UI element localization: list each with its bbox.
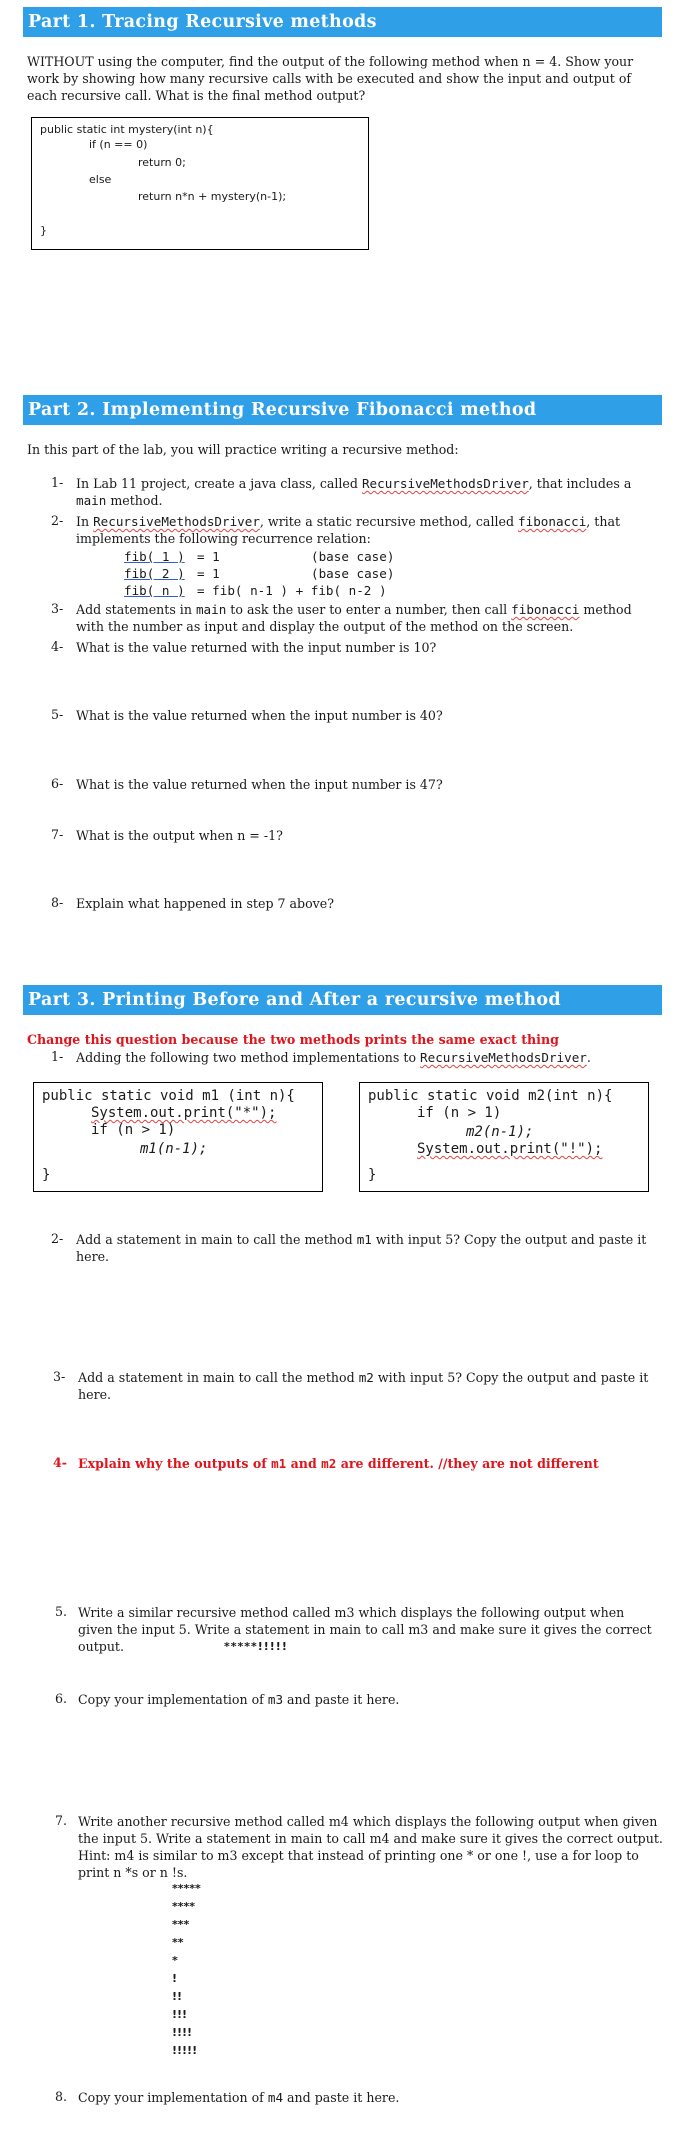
p2-item3-fibonacci: fibonacci bbox=[511, 602, 580, 617]
p3-item6-text-a: Copy your implementation of bbox=[78, 1692, 268, 1707]
fib2-note: (base case) bbox=[311, 566, 395, 581]
p3-item6 bbox=[78, 1691, 399, 1708]
p3-item8-num: 8. bbox=[55, 2089, 68, 2104]
p2-item6: What is the value returned when the input number is 47? bbox=[76, 777, 443, 792]
m4-output-line-8: !!! bbox=[172, 2008, 188, 2021]
p3-item5: Write a similar recursive method called m3 which displays the following output when given the input 5. Write a statement in main to call m3 and make sure it gives the correct output. bbox=[78, 1605, 652, 1654]
p2-item1-text-a: In Lab 11 project, create a java class, called bbox=[76, 476, 362, 491]
m4-output-line-4: ** bbox=[172, 1936, 184, 1949]
m2-recursive-call: m2(n-1); bbox=[466, 1124, 534, 1140]
m1-code-box bbox=[33, 1082, 323, 1192]
mystery-else: else bbox=[89, 173, 112, 186]
p3-item1-num: 1- bbox=[51, 1049, 64, 1064]
m4-output-line-5: * bbox=[172, 1954, 178, 1967]
p2-item8: Explain what happened in step 7 above? bbox=[76, 896, 334, 911]
p2-item3-text-b: to ask the user to enter a number, then call bbox=[226, 602, 512, 617]
p2-item3-text-c: method with the number as input and display the output of the method on the screen. bbox=[76, 602, 632, 634]
p3-item1 bbox=[76, 1049, 661, 1066]
p2-item5: What is the value returned when the input number is 40? bbox=[76, 708, 443, 723]
mystery-return0: return 0; bbox=[138, 156, 186, 169]
p3-item8 bbox=[78, 2089, 399, 2106]
p3-item3-text-b: with input 5? Copy the output and paste it here. bbox=[78, 1370, 649, 1402]
p3-item3 bbox=[78, 1369, 668, 1403]
m1-signature: public static void m1 (int n){ bbox=[42, 1088, 295, 1104]
p3-item8-m4: m4 bbox=[267, 2090, 284, 2105]
p3-item6-m3: m3 bbox=[267, 1692, 284, 1707]
fibn-rhs: = fib( n-1 ) + fib( n-2 ) bbox=[197, 583, 387, 598]
m2-if: if (n > 1) bbox=[417, 1105, 502, 1121]
fib1-lhs: fib( 1 ) bbox=[124, 549, 185, 564]
m4-output-line-3: *** bbox=[172, 1918, 190, 1931]
p3-item6-text-b: and paste it here. bbox=[283, 1692, 400, 1707]
p3-item4-m1: m1 bbox=[271, 1456, 287, 1471]
p2-item2-fibonacci: fibonacci bbox=[518, 514, 587, 529]
m4-output-line-10: !!!!! bbox=[172, 2044, 198, 2057]
p3-item4-m2: m2 bbox=[321, 1456, 337, 1471]
mystery-if: if (n == 0) bbox=[89, 138, 148, 151]
m2-print: System.out.print("!"); bbox=[417, 1141, 603, 1157]
p3-item3-text-a: Add a statement in main to call the method bbox=[78, 1370, 359, 1385]
mystery-code-box bbox=[31, 117, 369, 250]
p2-item1-text-b: , that includes a bbox=[528, 476, 632, 491]
p3-item1-text: Adding the following two method implementations to bbox=[76, 1050, 421, 1065]
p2-item2-num: 2- bbox=[51, 513, 64, 528]
p2-item7-num: 7- bbox=[51, 827, 64, 842]
mystery-signature: public static int mystery(int n){ bbox=[40, 123, 214, 136]
m2-signature: public static void m2(int n){ bbox=[368, 1088, 613, 1104]
fibn-lhs: fib( n ) bbox=[124, 583, 185, 598]
part1-intro: WITHOUT using the computer, find the output of the following method when n = 4. Show your work by showing how many recursive calls with be executed and show the input and output of each recursive call. What is the final method output? bbox=[27, 54, 634, 103]
p2-item6-num: 6- bbox=[51, 776, 64, 791]
p2-item3-num: 3- bbox=[51, 601, 64, 616]
p2-item1-num: 1- bbox=[51, 475, 64, 490]
p2-item3-main: main bbox=[195, 602, 227, 617]
m1-print: System.out.print("*"); bbox=[91, 1105, 277, 1121]
m4-output-line-7: !! bbox=[172, 1990, 183, 2003]
p2-item1-class-name: RecursiveMethodsDriver bbox=[361, 476, 529, 491]
p3-item2-num: 2- bbox=[51, 1231, 64, 1246]
p2-item5-num: 5- bbox=[51, 707, 64, 722]
p2-item1-main: main bbox=[76, 493, 107, 508]
p3-item4-num: 4- bbox=[53, 1455, 67, 1470]
p3-item5-num: 5. bbox=[55, 1604, 68, 1619]
p3-item8-text-a: Copy your implementation of bbox=[78, 2090, 268, 2105]
part3-change-note: Change this question because the two methods prints the same exact thing bbox=[27, 1032, 559, 1047]
p3-item4-text-c: are different. //they are not different bbox=[336, 1456, 599, 1471]
part1-header: Part 1. Tracing Recursive methods bbox=[23, 7, 662, 37]
p2-item4-num: 4- bbox=[51, 639, 64, 654]
p3-item8-text-b: and paste it here. bbox=[283, 2090, 400, 2105]
p3-item3-num: 3- bbox=[53, 1369, 66, 1384]
m2-code-box bbox=[359, 1082, 649, 1192]
p3-item2-text-a: Add a statement in main to call the method bbox=[76, 1232, 357, 1247]
p2-item3-text-a: Add statements in bbox=[76, 602, 196, 617]
fib2-rhs: = 1 bbox=[197, 566, 220, 581]
p3-item4-text-b: and bbox=[286, 1456, 322, 1471]
p3-item1-end: . bbox=[586, 1050, 591, 1065]
mystery-close-brace: } bbox=[40, 224, 47, 237]
m4-output-line-2: **** bbox=[172, 1900, 196, 1913]
mystery-return-recursive: return n*n + mystery(n-1); bbox=[138, 190, 287, 203]
p3-item2-text-b: with input 5? Copy the output and paste it here. bbox=[76, 1232, 647, 1264]
p3-item2-m1: m1 bbox=[356, 1232, 372, 1247]
part2-header: Part 2. Implementing Recursive Fibonacci method bbox=[23, 395, 662, 425]
m4-output-line-6: ! bbox=[172, 1972, 178, 1985]
p2-item2-text-a: In bbox=[76, 514, 94, 529]
p3-item4-text-a: Explain why the outputs of bbox=[78, 1456, 272, 1471]
m1-if: if (n > 1) bbox=[91, 1122, 176, 1138]
p2-item1 bbox=[76, 475, 661, 509]
m2-close-brace: } bbox=[368, 1167, 377, 1183]
m1-close-brace: } bbox=[42, 1167, 51, 1183]
p3-item1-class-name: RecursiveMethodsDriver bbox=[420, 1050, 587, 1065]
p2-item2-text-b: , write a static recursive method, called bbox=[259, 514, 519, 529]
fib2-lhs: fib( 2 ) bbox=[124, 566, 185, 581]
p2-item1-text-c: method. bbox=[106, 493, 163, 508]
p2-item2-class-name: RecursiveMethodsDriver bbox=[93, 514, 260, 529]
part3-header: Part 3. Printing Before and After a recursive method bbox=[23, 985, 662, 1015]
p3-item4 bbox=[78, 1455, 668, 1472]
m4-output-line-1: ***** bbox=[172, 1882, 201, 1895]
fib1-note: (base case) bbox=[311, 549, 395, 564]
m1-recursive-call: m1(n-1); bbox=[140, 1141, 208, 1157]
p2-item3 bbox=[76, 601, 661, 635]
m4-output-line-9: !!!! bbox=[172, 2026, 193, 2039]
p2-item7: What is the output when n = -1? bbox=[76, 828, 283, 843]
part2-intro: In this part of the lab, you will practice writing a recursive method: bbox=[27, 442, 459, 457]
fib1-rhs: = 1 bbox=[197, 549, 220, 564]
p3-item7: Write another recursive method called m4 which displays the following output when given the input 5. Write a statement in main to call m4 and make sure it gives the correct output. Hint: m4 is similar to m3 except that instead of printing one * or one !, use a for loop to print n *s or n !s. bbox=[78, 1814, 663, 1880]
p2-item4: What is the value returned with the input number is 10? bbox=[76, 640, 437, 655]
p3-item7-num: 7. bbox=[55, 1813, 68, 1828]
p2-item2 bbox=[76, 513, 661, 547]
p3-item3-m2: m2 bbox=[358, 1370, 374, 1385]
p2-item2-text-c: , that implements the following recurrence relation: bbox=[76, 514, 621, 546]
p2-item8-num: 8- bbox=[51, 895, 64, 910]
m3-expected-output: *****!!!!! bbox=[224, 1640, 288, 1653]
p3-item2 bbox=[76, 1231, 666, 1265]
p3-item6-num: 6. bbox=[55, 1691, 68, 1706]
